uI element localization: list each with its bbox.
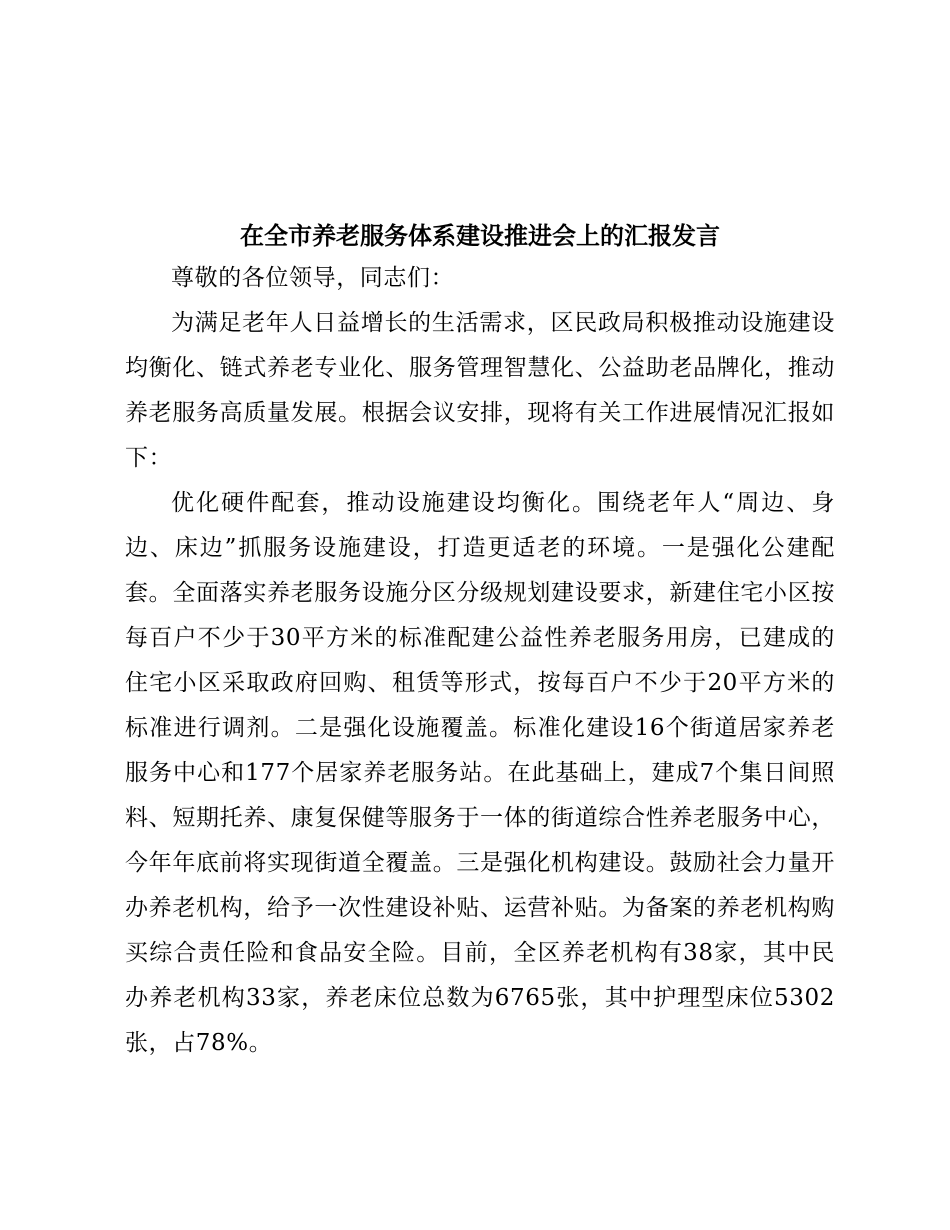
paragraph-facilities: 优化硬件配套，推动设施建设均衡化。围绕老年人“周边、身边、床边”抓服务设施建设，打造更适老的环境。一是强化公建配套。全面落实养老服务设施分区分级规划建设要求，新建住宅小区按每百户不少于30平方米的标准配建公益性养老服务用房，已建成的住宅小区采取政府回购、租赁等形式，按每百户不少于20平方米的标准进行调剂。二是强化设施覆盖。标准化建设16个街道居家养老服务中心和177个居家养老服务站。在此基础上，建成7个集日间照料、短期托养、康复保健等服务于一体的街道综合性养老服务中心，今年年底前将实现街道全覆盖。三是强化机构建设。鼓励社会力量开办养老机构，给予一次性建设补贴、运营补贴。为备案的养老机构购买综合责任险和食品安全险。目前，全区养老机构有38家，其中民办养老机构33家，养老床位总数为6765张，其中护理型床位5302张，占78%。 [125,490,835,1056]
paragraph-intro: 为满足老年人日益增长的生活需求，区民政局积极推动设施建设均衡化、链式养老专业化、服务管理智慧化、公益助老品牌化，推动养老服务高质量发展。根据会议安排，现将有关工作进展情况汇报如下： [125,310,835,471]
document-title: 在全市养老服务体系建设推进会上的汇报发言 [240,221,720,250]
salutation: 尊敬的各位领导，同志们： [171,265,455,291]
document-page [125,216,835,1066]
